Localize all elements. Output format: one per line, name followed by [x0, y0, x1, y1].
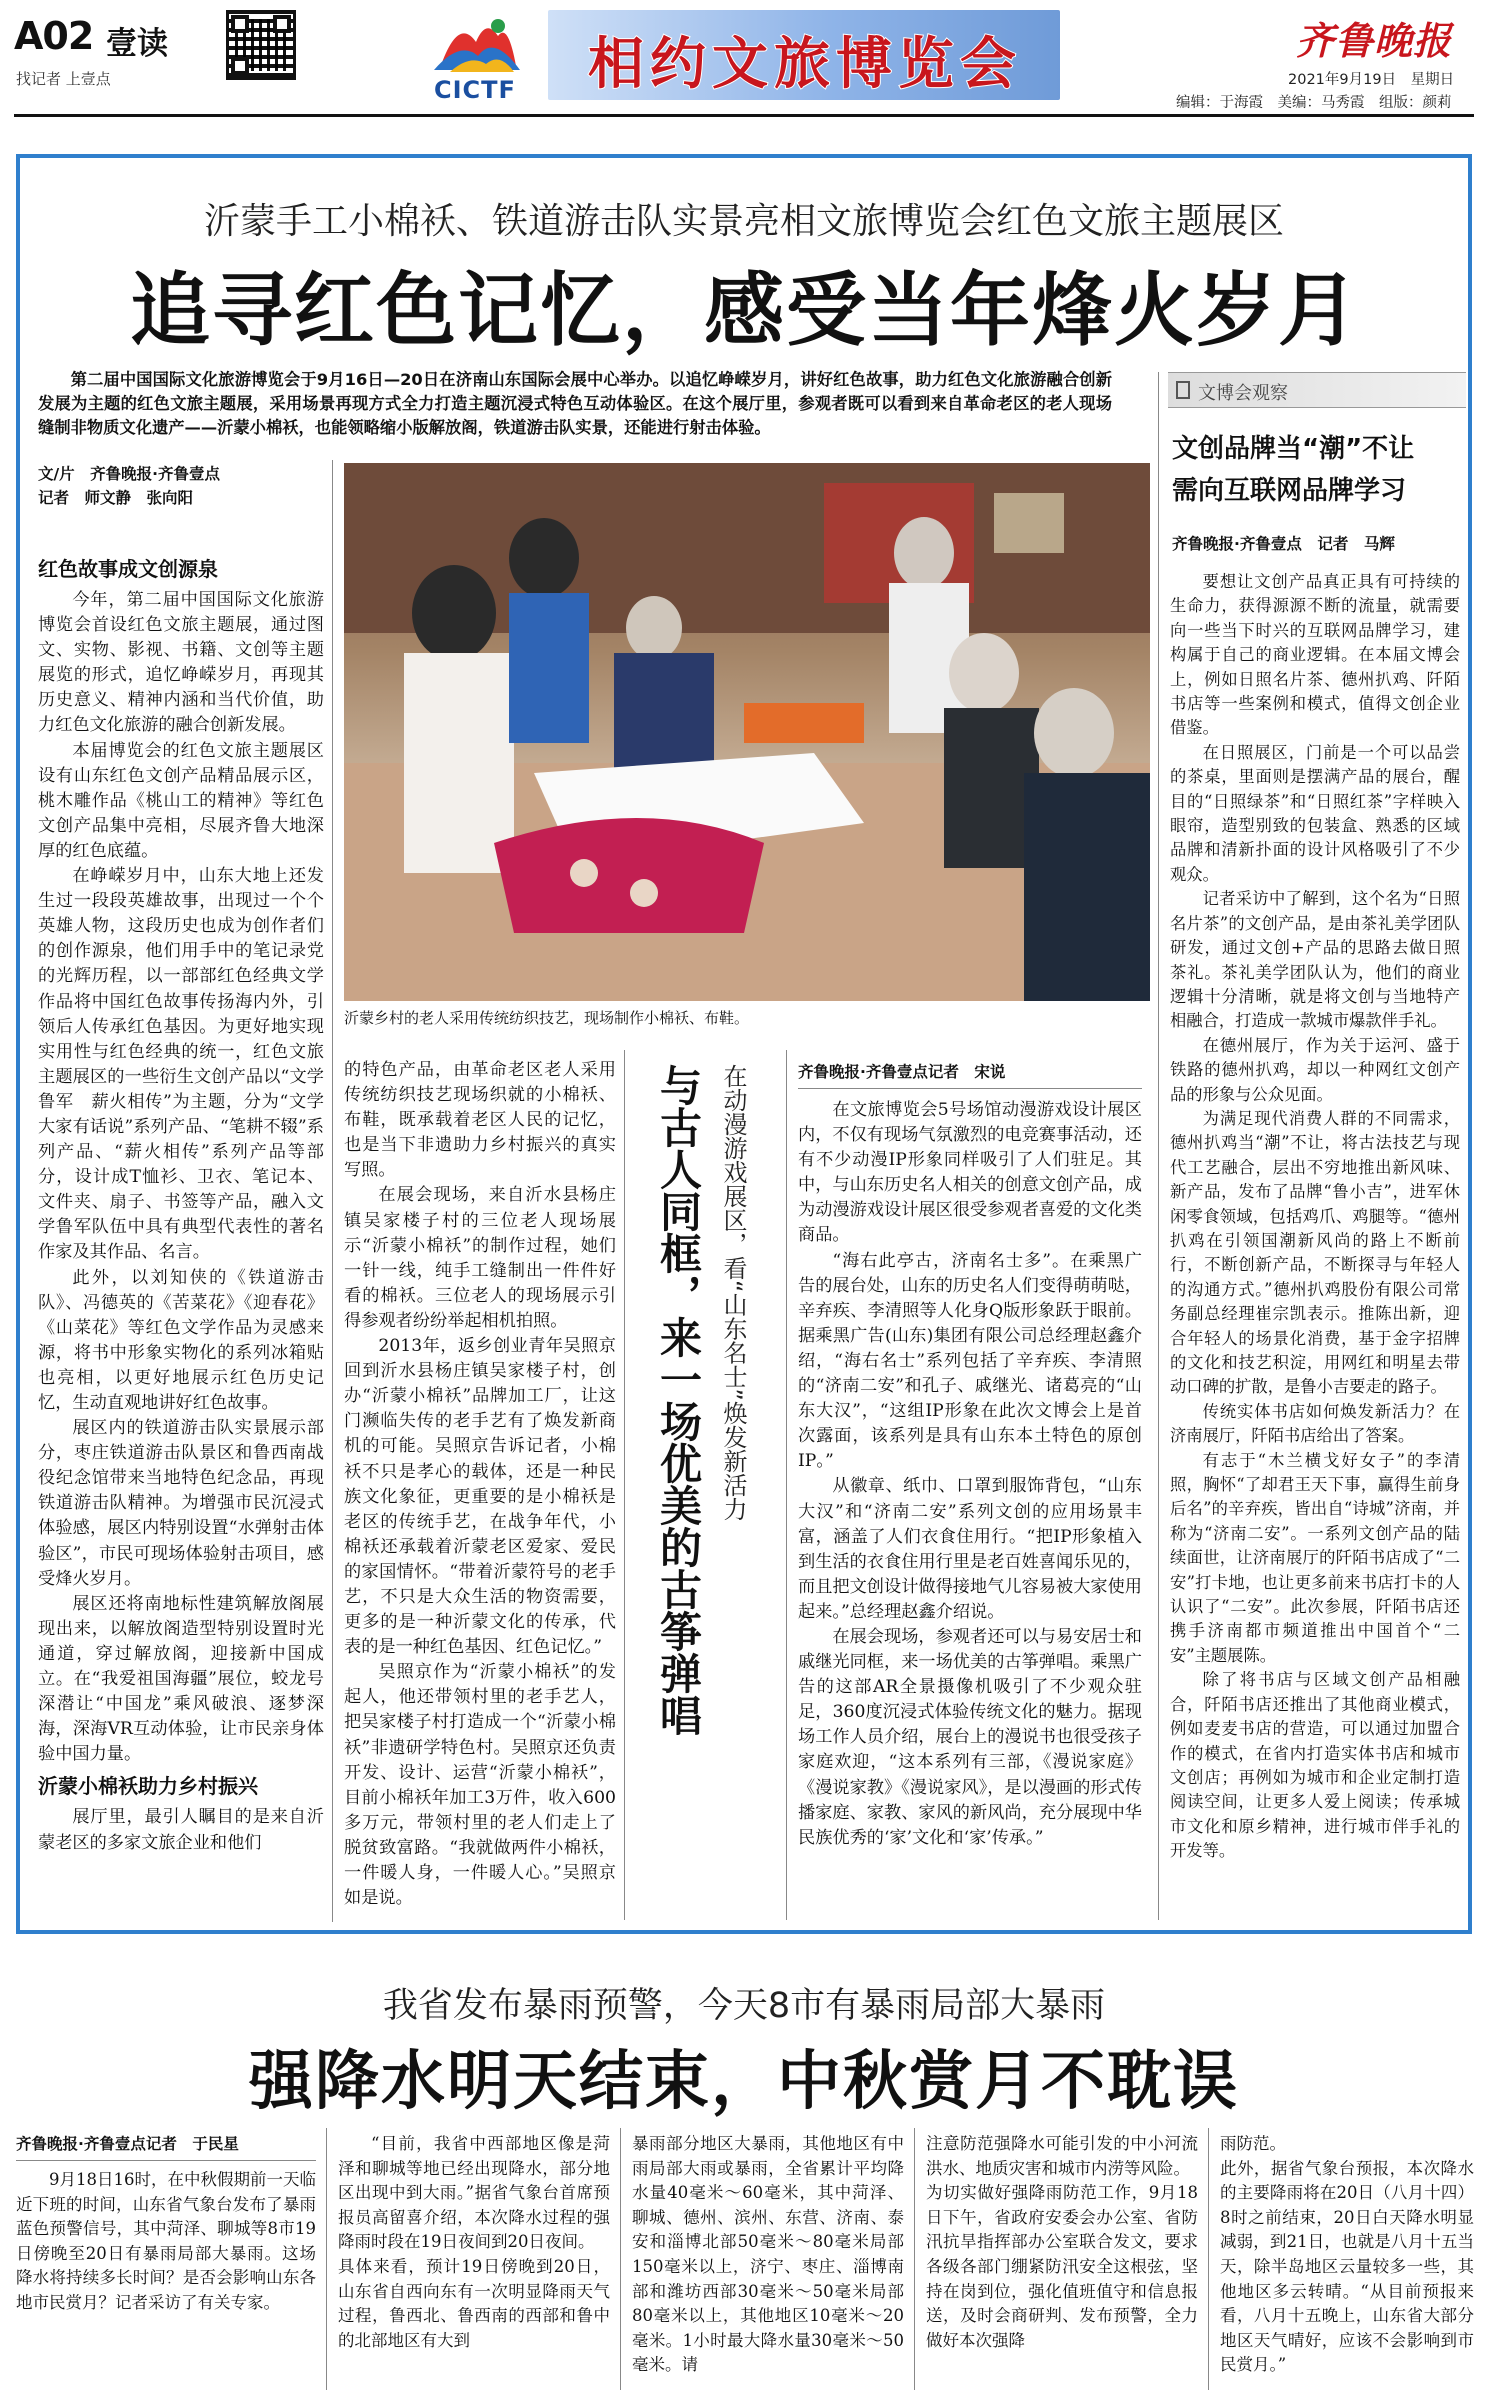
masthead-rule [14, 114, 1474, 117]
paragraph: 2013年，返乡创业青年吴照京回到沂水县杨庄镇吴家楼子村，创办“沂蒙小棉袄”品牌加工厂，让这门濒临失传的老手艺有了焕发新商机的可能。吴照京告诉记者，小棉袄不只是孝心的载体，还是一种民族文化象征，更重要的是小棉袄是老区的传统手艺，在战争年代，小棉袄还承载着沂蒙老区爱家、爱民的家国情怀。“带着沂蒙符号的老手艺，不只是大众生活的物资需要，更多的是一种沂蒙文化的传承，代表的是一种红色基因、红色记忆。” [344, 1336, 616, 1658]
paragraph: 此外，以刘知侠的《铁道游击队》、冯德英的《苦菜花》《迎春花》《山菜花》等红色文学作品为灵感来源，将书中形象实物化的系列冰箱贴也亮相，以更好地展示红色历史记忆，生动直观地讲好红色故事。 [38, 1267, 324, 1413]
anime-vertical-headline: 与古人同框，来一场优美的古筝弹唱 [654, 1064, 703, 1736]
paragraph: 吴照京作为“沂蒙小棉袄”的发起人，他还带领村里的老手艺人，把吴家楼子村打造成一个“沂蒙小棉袄”非遗研学特色村。吴照京还负责开发、设计、运营“沂蒙小棉袄”，目前小棉袄年加工3万件，收入600多万元，带领村里的老人们走上了脱贫致富路。“我就做两件小棉袄，一件暖人身，一件暖人心。”吴照京如是说。 [344, 1662, 616, 1909]
sidebar-tag [1168, 372, 1466, 408]
byline-rule [16, 2160, 316, 2161]
paragraph: 展区还将南地标性建筑解放阁展现出来，以解放阁造型特别设置时光通道，穿过解放阁，迎接新中国成立。在“我爱祖国海疆”展位，蛟龙号深潜让“中国龙”乘风破浪、逐梦深海，深海VR互动体验，让市民亲身体验中国力量。 [38, 1593, 324, 1765]
sidebar-headline-2: 需向互联网品牌学习 [1172, 476, 1407, 506]
anime-column [798, 1098, 1142, 1920]
paragraph: 今年，第二届中国国际文化旅游博览会首设红色文旅主题展，通过图文、实物、影视、书籍、文创等主题展览的形式，追忆峥嵘岁月，再现其历史意义、精神内涵和当代价值，助力红色文化旅游的融合创新发展。 [38, 590, 324, 736]
paragraph: “目前，我省中西部地区像是菏泽和聊城等地已经出现降水，部分地区出现中到大雨。”据省气象台首席预报员高留喜介绍，本次降水过程的强降雨时段在19日夜间到20日夜间。 具体来看，预计19日傍晚到20日，山东省自西向东有一次明显降雨天气过程，鲁西北、鲁西南的西部和鲁中的北部地区有大到 [338, 2134, 610, 2350]
paragraph: 在文旅博览会5号场馆动漫游戏设计展区内，不仅有现场气氛激烈的电竞赛事活动，还有不少动漫IP形象同样吸引了人们驻足。其中，与山东历史名人相关的创意文创产品，成为动漫游戏设计展区很受参观者喜爱的文化类商品。 [798, 1100, 1142, 1246]
paragraph: 的特色产品，由革命老区老人采用传统纺织技艺现场织就的小棉袄、布鞋，既承载着老区人民的记忆，也是当下非遗助力乡村振兴的真实写照。 [344, 1060, 616, 1181]
paragraph: 9月18日16时，在中秋假期前一天临近下班的时间，山东省气象台发布了暴雨蓝色预警信号，其中菏泽、聊城等8市19日傍晚至20日有暴雨局部大暴雨。这场降水将持续多长时间？是否会影响山东各地市民赏月？记者采访了有关专家。 [16, 2170, 316, 2312]
sidebar-column [1170, 570, 1460, 1920]
paragraph: 要想让文创产品真正具有可持续的生命力，获得源源不断的流量，就需要向一些当下时兴的互联网品牌学习，建构属于自己的商业逻辑。在本届文博会上，例如日照名片茶、德州扒鸡、阡陌书店等一些案例和模式，值得文创企业借鉴。 [1170, 572, 1460, 738]
photo-illustration [344, 463, 1150, 1001]
lead-column-2 [344, 1058, 616, 1920]
cictf-emblem-icon [420, 8, 532, 78]
photo-caption: 沂蒙乡村的老人采用传统纺织技艺，现场制作小棉袄、布鞋。 [344, 1009, 750, 1027]
paragraph: 本届博览会的红色文旅主题展区设有山东红色文创产品精品展示区，桃木雕作品《桃山工的精神》等红色文创产品集中亮相，尽展齐鲁大地深厚的红色底蕴。 [38, 740, 324, 861]
lead-kicker: 沂蒙手工小棉袄、铁道游击队实景亮相文旅博览会红色文旅主题展区 [203, 201, 1284, 242]
sidebar-headline-1: 文创品牌当“潮”不让 [1172, 434, 1415, 464]
paragraph: 展厅里，最引人瞩目的是来自沂蒙老区的多家文旅企业和他们 [38, 1807, 324, 1853]
lead-byline-2: 记者 师文静 张向阳 [38, 489, 194, 507]
column-divider [1208, 2128, 1209, 2390]
bottom-kicker: 我省发布暴雨预警，今天8市有暴雨局部大暴雨 [382, 1986, 1106, 2026]
bottom-column-2 [338, 2132, 610, 2390]
paragraph: 传统实体书店如何焕发新活力？在济南展厅，阡陌书店给出了答案。 [1170, 1401, 1460, 1446]
paragraph: “海右此亭古，济南名士多”。在乘黑广告的展台处，山东的历史名人们变得萌萌哒，辛弃疾、李清照等人化身Q版形象跃于眼前。据乘黑广告(山东)集团有限公司总经理赵鑫介绍，“海右名士”系列包括了辛弃疾、李清照的“济南二安”和孔子、戚继光、诸葛亮的“山东大汉”，“这组IP形象在此次文博会上是首次露面，该系列是具有山东本土特色的原创IP。” [798, 1250, 1142, 1472]
paragraph: 有志于“木兰横戈好女子”的李清照，胸怀“了却君王天下事，赢得生前身后名”的辛弃疾，皆出自“诗城”济南，并称为“济南二安”。一系列文创产品的陆续面世，让济南展厅的阡陌书店成了“二安”打卡地，也让更多前来书店打卡的人认识了“二安”。此次参展，阡陌书店还携手济南都市频道推出中国首个“二安”主题展陈。 [1170, 1450, 1460, 1665]
column-divider [1158, 372, 1159, 1920]
document-icon [1176, 381, 1190, 399]
paragraph: 注意防范强降水可能引发的中小河流洪水、地质灾害和城市内涝等风险。 为切实做好强降雨防范工作，9月18日下午，省政府安委会办公室、省防汛抗旱指挥部办公室联合发文，要求各级各部门绷紧防汛安全这根弦，坚持在岗到位，强化值班值守和信息报送，及时会商研判、发布预警，全力做好本次强降 [926, 2134, 1198, 2350]
expo-banner-title: 相约文旅博览会 [588, 31, 1022, 97]
paragraph: 暴雨部分地区大暴雨，其他地区有中雨局部大雨或暴雨，全省累计平均降水量40毫米～60毫米，其中菏泽、聊城、德州、滨州、东营、济南、泰安和淄博北部50毫米～80毫米局部150毫米以上，济宁、枣庄、淄博南部和潍坊西部30毫米～50毫米局部80毫米以上，其他地区10毫米～20毫米。1小时最大降水量30毫米～50毫米。请 [632, 2134, 904, 2375]
paragraph: 除了将书店与区域文创产品相融合，阡陌书店还推出了其他商业模式，例如麦麦书店的营造，可以通过加盟合作的模式，在省内打造实体书店和城市文创店；再例如为城市和企业定制打造阅读空间，让更多人爱上阅读；传承城市文化和原乡精神，进行城市伴手礼的开发等。 [1170, 1670, 1460, 1861]
paragraph: 在展会现场，来自沂水县杨庄镇吴家楼子村的三位老人现场展示“沂蒙小棉袄”的制作过程，她们一针一线，纯手工缝制出一件件好看的棉袄。三位老人的现场展示引得参观者纷纷举起相机拍照。 [344, 1185, 616, 1331]
date-line: 2021年9月19日 星期日 [1288, 72, 1455, 88]
anime-byline: 齐鲁晚报·齐鲁壹点记者 宋说 [798, 1063, 1006, 1081]
bottom-byline: 齐鲁晚报·齐鲁壹点记者 于民星 [16, 2135, 239, 2153]
bottom-column-1 [16, 2168, 316, 2390]
cictf-wordmark: CICTF [434, 76, 516, 104]
paragraph: 从徽章、纸巾、口罩到服饰背包，“山东大汉”和“济南二安”系列文创的应用场景丰富，涵盖了人们衣食住用行。“把IP形象植入到生活的衣食住用行里是老百姓喜闻乐见的，而且把文创设计做得接地气儿容易被大家使用起来。”总经理赵鑫介绍说。 [798, 1476, 1142, 1622]
column-divider [620, 2128, 621, 2390]
column-divider [326, 2128, 327, 2390]
subhead-red-story: 红色故事成文创源泉 [38, 557, 218, 581]
lead-headline: 追寻红色记忆，感受当年烽火岁月 [130, 264, 1360, 357]
subhead-cotton-jacket: 沂蒙小棉袄助力乡村振兴 [38, 1774, 258, 1799]
bottom-column-5 [1220, 2132, 1474, 2390]
section-name: 壹读 [106, 26, 168, 62]
paragraph: 记者采访中了解到，这个名为“日照名片茶”的文创产品，是由茶礼美学团队研发，通过文创+产品的思路去做日照茶礼。茶礼美学团队认为，他们的商业逻辑十分清晰，就是将文创与当地特产相融合，打造成一款城市爆款伴手礼。 [1170, 889, 1460, 1031]
lead-byline-1: 文/片 齐鲁晚报·齐鲁壹点 [38, 465, 221, 483]
column-divider [786, 1050, 787, 1920]
column-divider [332, 460, 333, 1922]
cictf-logo [420, 8, 532, 108]
anime-vertical-kicker: 在动漫游戏展区，看“山东名士”焕发新活力 [719, 1064, 747, 1521]
bottom-column-4 [926, 2132, 1198, 2390]
paragraph: 在德州展厅，作为关于运河、盛于铁路的德州扒鸡，却以一种网红文创产品的形象与公众见面。 [1170, 1035, 1460, 1104]
byline-rule [798, 1088, 1142, 1089]
paragraph: 为满足现代消费人群的不同需求，德州扒鸡当“潮”不让，将古法技艺与现代工艺融合，层出不穷地推出新风味、新产品，发布了品牌“鲁小吉”，进军休闲零食领域，包括鸡爪、鸡腿等。“德州扒鸡在引领国潮新风尚的路上不断前行，不断创新产品，不断探寻与年轻人的沟通方式。”德州扒鸡股份有限公司常务副总经理崔宗凯表示。推陈出新，迎合年轻人的场景化消费，基于金字招牌的文化和技艺积淀，用网红和明星去带动口碑的扩散，是鲁小吉要走的路子。 [1170, 1108, 1460, 1397]
lead-lede: 第二届中国国际文化旅游博览会于9月16日—20日在济南山东国际会展中心举办。以追忆峥嵘岁月，讲好红色故事，助力红色文化旅游融合创新发展为主题的红色文旅主题展，采用场景再现方式全力打造主题沉浸式特色互动体验区。在这个展厅里，参观者既可以看到来自革命老区的老人现场缝制非物质文化遗产——沂蒙小棉袄，也能领略缩小版解放阁，铁道游击队实景，还能进行射击体验。 [38, 370, 1112, 437]
paragraph: 雨防范。 此外，据省气象台预报，本次降水的主要降雨将在20日（八月十四）8时之前结束，20日白天降水明显减弱，到21日，也就是八月十五当天，除半岛地区云量较多一些，其他地区多云转晴。“从目前预报来看，八月十五晚上，山东省大部分地区天气晴好，应该不会影响到市民赏月。” [1220, 2134, 1474, 2375]
paragraph: 在峥嵘岁月中，山东大地上还发生过一段段英雄故事，出现过一个个英雄人物，这段历史也成为创作者们的创作源泉，他们用手中的笔记录党的光辉历程，以一部部红色经典文学作品将中国红色故事传扬海内外，引领后人传承红色基因。为更好地实现实用性与红色经典的统一，红色文旅主题展区的一些衍生文创产品以“文学鲁军 薪火相传”为主题，分为“文学大家有话说”系列产品、“笔耕不辍”系列产品、“薪火相传”系列产品等部分，设计成T恤衫、卫衣、笔记本、文件夹、扇子、书签等产品，融入文学鲁军队伍中具有典型代表性的著名作家及其作品、名言。 [38, 866, 324, 1263]
paragraph: 在展会现场，参观者还可以与易安居士和戚继光同框，来一场优美的古筝弹唱。乘黑广告的这部AR全景摄像机吸引了不少观众驻足，360度沉浸式体验传统文化的魅力。据现场工作人员介绍，展台上的漫说书也很受孩子家庭欢迎，“这本系列有三部，《漫说家庭》《漫说家教》《漫说家风》，是以漫画的形式传播家庭、家教、家风的新风尚，充分展现中华民族优秀的‘家’文化和‘家’传承。” [798, 1626, 1142, 1848]
paper-logo: 齐鲁晚报 [1296, 18, 1453, 63]
bottom-headline: 强降水明天结束，中秋赏月不耽误 [249, 2045, 1239, 2119]
qr-code[interactable] [226, 10, 296, 80]
paragraph: 在日照展区，门前是一个可以品尝的茶桌，里面则是摆满产品的展台，醒目的“日照绿茶”和“日照红茶”字样映入眼帘，造型别致的包装盒、熟悉的区域品牌和清新扑面的设计风格吸引了不少观众。 [1170, 742, 1460, 884]
editor-line: 找记者 上壹点 [16, 70, 111, 88]
column-divider [624, 1050, 625, 1920]
column-divider [914, 2128, 915, 2390]
sidebar-byline: 齐鲁晚报·齐鲁壹点 记者 马辉 [1172, 535, 1395, 553]
lead-column-1 [38, 550, 324, 1920]
sidebar-tag-label: 文博会观察 [1198, 383, 1288, 404]
page-code: A02 [14, 14, 94, 58]
lead-photo [344, 463, 1150, 1001]
bottom-column-3 [632, 2132, 904, 2390]
staff-line: 编辑：于海霞 美编：马秀霞 组版：颜莉 [1176, 95, 1452, 111]
paragraph: 展区内的铁道游击队实景展示部分，枣庄铁道游击队景区和鲁西南战役纪念馆带来当地特色纪念品，再现铁道游击队精神。为增强市民沉浸式体验感，展区内特别设置“水弹射击体验区”，市民可现场体验射击项目，感受烽火岁月。 [38, 1418, 324, 1589]
